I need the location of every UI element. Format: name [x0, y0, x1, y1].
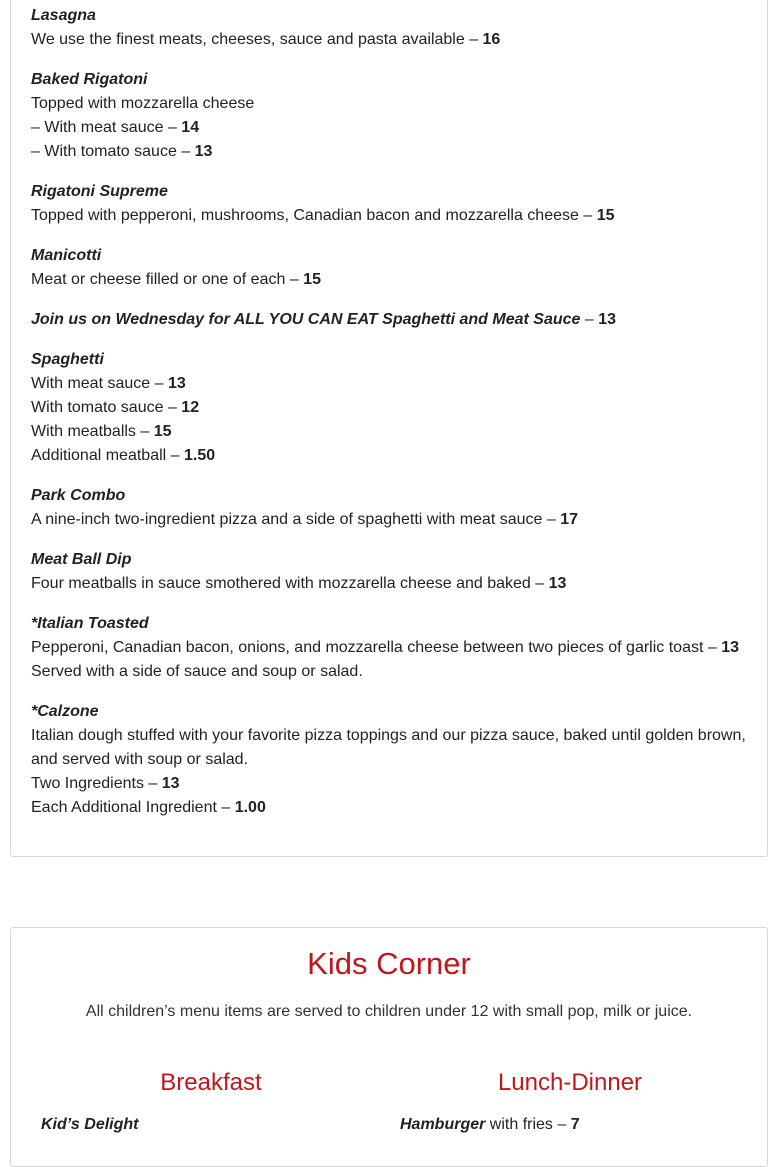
- menu-item-description: Four meatballs in sauce smothered with mozzarella cheese and baked –: [31, 575, 549, 592]
- menu-item-price: 13: [721, 639, 740, 656]
- menu-item-price: 17: [560, 511, 578, 528]
- menu-item: [31, 68, 747, 164]
- menu-item-line: [31, 572, 747, 596]
- menu-item-line: [31, 420, 747, 444]
- menu-item-description: We use the finest meats, cheeses, sauce and pasta available –: [31, 31, 483, 48]
- menu-item-price: 13: [194, 143, 213, 160]
- menu-item-title: Spaghetti: [31, 351, 104, 368]
- menu-item-description: Meat or cheese filled or one of each –: [31, 271, 304, 288]
- lunch-dinner-heading: Lunch-Dinner: [497, 1069, 643, 1096]
- menu-item: [31, 348, 747, 468]
- promo-text: Join us on Wednesday for ALL YOU CAN EAT Spaghetti and Meat Sauce: [31, 311, 581, 328]
- menu-item-line: [31, 140, 747, 164]
- menu-item-title: Baked Rigatoni: [31, 71, 148, 88]
- menu-item: [31, 244, 747, 292]
- menu-item-title: *Italian Toasted: [31, 615, 149, 632]
- lunch-item: [400, 1114, 580, 1136]
- menu-item: [31, 4, 747, 52]
- menu-item-line: [31, 372, 747, 396]
- menu-item: [31, 700, 747, 820]
- menu-item-description: Each Additional Ingredient –: [31, 799, 235, 816]
- menu-item: [31, 548, 747, 596]
- menu-item-description: With meatballs –: [31, 423, 154, 440]
- breakfast-heading: Breakfast: [160, 1069, 262, 1096]
- menu-item-line: [31, 444, 747, 468]
- breakfast-item: [41, 1114, 139, 1136]
- menu-item-description: Additional meatball –: [31, 447, 184, 464]
- menu-item-price: 1.50: [183, 447, 216, 464]
- menu-item-description: With meat sauce –: [31, 375, 168, 392]
- breakfast-item-title: Kid’s Delight: [41, 1116, 139, 1133]
- menu-section-pasta: [31, 4, 747, 292]
- menu-item-line: [31, 204, 747, 228]
- menu-item-line: [31, 92, 747, 116]
- menu-item-price: 13: [548, 575, 567, 592]
- menu-item-price: 1.00: [234, 799, 266, 816]
- lunch-item-title: Hamburger: [400, 1116, 486, 1133]
- promo-separator: –: [580, 311, 599, 328]
- menu-item-price: 14: [181, 119, 200, 136]
- lunch-item-price: 7: [570, 1116, 580, 1133]
- menu-item-title: Manicotti: [31, 247, 102, 264]
- menu-item: [31, 612, 747, 684]
- menu-item: [31, 180, 747, 228]
- menu-item-title: *Calzone: [31, 703, 99, 720]
- kids-corner-card: [10, 927, 768, 1167]
- menu-item-title: Lasagna: [31, 7, 96, 24]
- menu-item-price: 15: [303, 271, 321, 288]
- menu-item-line: [31, 268, 747, 292]
- menu-item-price: 15: [596, 207, 615, 224]
- menu-item-description: – With tomato sauce –: [31, 143, 195, 160]
- menu-item-description: With tomato sauce –: [31, 399, 182, 416]
- menu-item-description: Two Ingredients –: [31, 775, 162, 792]
- kids-corner-title: Kids Corner: [307, 946, 471, 981]
- menu-item-title: Meat Ball Dip: [31, 551, 132, 568]
- lunch-item-text: with fries –: [485, 1116, 571, 1133]
- menu-item-line: [31, 796, 747, 820]
- menu-item-description: Topped with pepperoni, mushrooms, Canadian bacon and mozzarella cheese –: [31, 207, 597, 224]
- wednesday-promo: [31, 308, 747, 332]
- menu-item-title: Rigatoni Supreme: [31, 183, 168, 200]
- menu-card: [10, 0, 768, 857]
- menu-item-price: 13: [161, 775, 180, 792]
- menu-items-list: [11, 0, 767, 820]
- menu-section-specials: [31, 348, 747, 820]
- menu-item: [31, 484, 747, 532]
- menu-item-line: [31, 508, 747, 532]
- menu-item-line: [31, 396, 747, 420]
- menu-item-line: [31, 28, 747, 52]
- promo-price: 13: [598, 311, 617, 328]
- menu-item-price: 12: [181, 399, 200, 416]
- menu-item-price: 16: [482, 31, 501, 48]
- menu-item-description: Served with a side of sauce and soup or salad.: [31, 663, 363, 680]
- menu-item-description: Pepperoni, Canadian bacon, onions, and mozzarella cheese between two pieces of garlic toast –: [31, 639, 722, 656]
- menu-item-line: [31, 636, 747, 660]
- kids-corner-subtitle: All children’s menu items are served to children under 12 with small pop, milk or juice.: [85, 1003, 693, 1020]
- menu-item-description: Topped with mozzarella cheese: [31, 95, 255, 112]
- menu-item-price: 13: [167, 375, 186, 392]
- menu-item-line: [31, 772, 747, 796]
- menu-item-description: Italian dough stuffed with your favorite pizza toppings and our pizza sauce, baked until golden brown, and served with soup or salad.: [31, 727, 746, 768]
- menu-item-price: 15: [153, 423, 172, 440]
- menu-item-title: Park Combo: [31, 487, 126, 504]
- menu-item-description: – With meat sauce –: [31, 119, 182, 136]
- menu-item-line: [31, 724, 747, 772]
- menu-item-description: A nine-inch two-ingredient pizza and a side of spaghetti with meat sauce –: [31, 511, 561, 528]
- menu-item-line: [31, 660, 747, 684]
- menu-item-line: [31, 116, 747, 140]
